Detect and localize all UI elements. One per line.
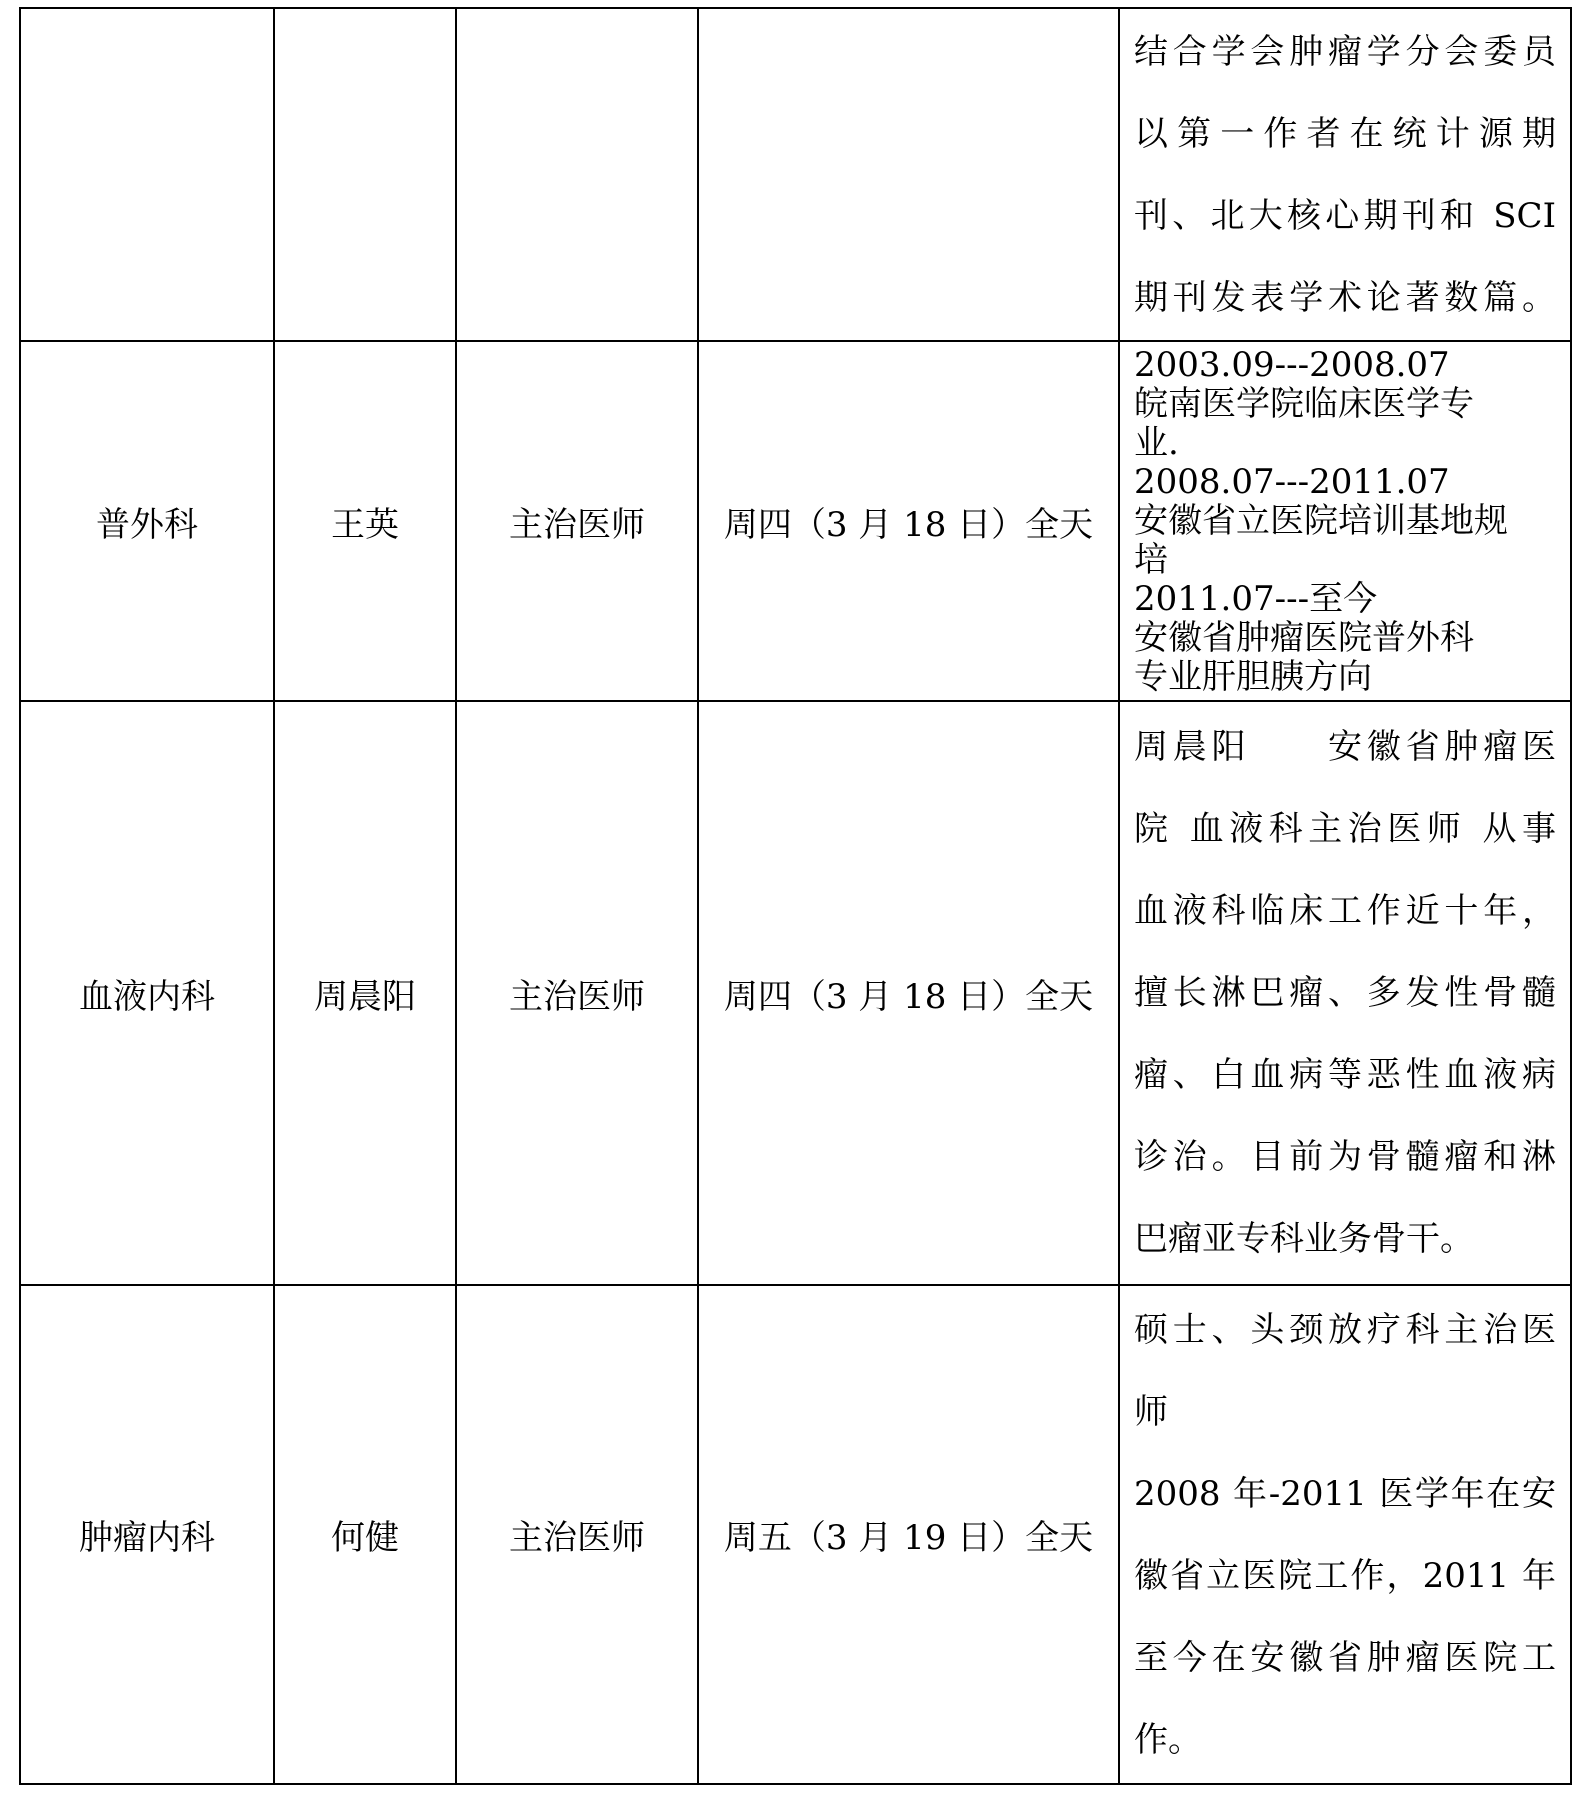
table-row [20, 1285, 1571, 1784]
description-line: 至今在安徽省肿瘤医院工 [1134, 1637, 1556, 1678]
description-line: 院 血液科主治医师 从事 [1134, 809, 1556, 849]
description-line: 培 [1134, 539, 1168, 580]
description-line: 徽省立医院工作，2011 年 [1134, 1555, 1556, 1596]
department-cell: 肿瘤内科 [20, 1285, 274, 1784]
description-cell [1119, 341, 1571, 701]
schedule-cell [698, 8, 1119, 341]
description-line: 2008 年-2011 医学年在安 [1134, 1473, 1556, 1514]
table-row [20, 701, 1571, 1285]
description-line: 业. [1134, 422, 1179, 463]
description-line: 硕士、头颈放疗科主治医 [1134, 1309, 1556, 1350]
doctor-title-cell: 主治医师 [456, 341, 698, 701]
description-line: 作。 [1134, 1719, 1202, 1760]
table-row [20, 8, 1571, 341]
doctor-name-cell: 何健 [274, 1285, 456, 1784]
description-cell [1119, 701, 1571, 1285]
doctor-name-cell: 周晨阳 [274, 701, 456, 1285]
schedule-table [19, 7, 1572, 1785]
description-line: 师 [1134, 1391, 1168, 1432]
description-line: 安徽省肿瘤医院普外科 [1134, 617, 1474, 658]
doctor-title-cell: 主治医师 [456, 701, 698, 1285]
description-line: 专业肝胆胰方向 [1134, 656, 1372, 697]
description-line: 瘤、白血病等恶性血液病 [1134, 1055, 1556, 1095]
doctor-name-cell: 王英 [274, 341, 456, 701]
department-cell: 血液内科 [20, 701, 274, 1285]
description-line: 2003.09---2008.07 [1134, 344, 1450, 385]
description-cell [1119, 1285, 1571, 1784]
table-row [20, 341, 1571, 701]
doctor-title-cell: 主治医师 [456, 1285, 698, 1784]
description-line: 刊、北大核心期刊和 SCI [1134, 195, 1556, 236]
description-line: 皖南医学院临床医学专 [1134, 383, 1474, 424]
description-line: 血液科临床工作近十年， [1134, 891, 1556, 931]
description-line: 期刊发表学术论著数篇。 [1134, 277, 1556, 318]
schedule-cell: 周五（3 月 19 日）全天 [698, 1285, 1119, 1784]
description-cell [1119, 8, 1571, 341]
description-line: 周晨阳 安徽省肿瘤医 [1134, 727, 1556, 767]
description-line: 以第一作者在统计源期 [1134, 113, 1556, 154]
department-cell: 普外科 [20, 341, 274, 701]
doctor-name-cell [274, 8, 456, 341]
description-line: 2011.07---至今 [1134, 578, 1378, 619]
description-line: 结合学会肿瘤学分会委员 [1134, 31, 1556, 72]
description-line: 安徽省立医院培训基地规 [1134, 500, 1508, 541]
doctor-title-cell [456, 8, 698, 341]
description-line: 巴瘤亚专科业务骨干。 [1134, 1219, 1474, 1259]
schedule-cell: 周四（3 月 18 日）全天 [698, 341, 1119, 701]
department-cell [20, 8, 274, 341]
schedule-cell: 周四（3 月 18 日）全天 [698, 701, 1119, 1285]
description-line: 诊治。目前为骨髓瘤和淋 [1134, 1137, 1556, 1177]
description-line: 2008.07---2011.07 [1134, 461, 1450, 502]
description-line: 擅长淋巴瘤、多发性骨髓 [1134, 973, 1556, 1013]
